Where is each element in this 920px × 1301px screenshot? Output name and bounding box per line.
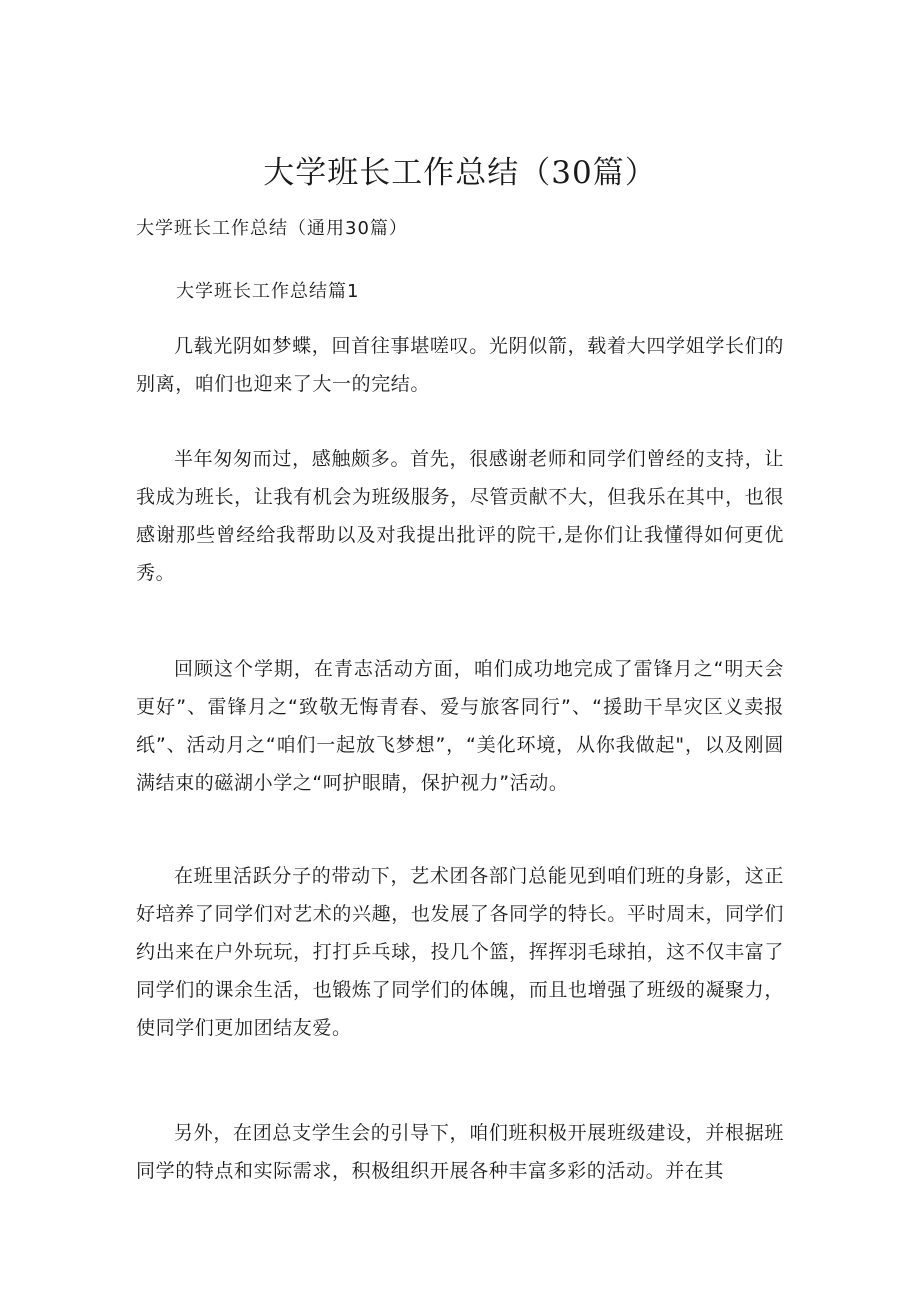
section-heading: 大学班长工作总结篇1 [176,281,360,302]
document-subtitle: 大学班长工作总结（通用30篇） [136,218,408,239]
paragraph: 几载光阴如梦蝶，回首往事堪嗟叹。光阴似箭，载着大四学姐学长们的别离，咱们也迎来了大一的完结。 [136,335,784,395]
paragraph: 在班里活跃分子的带动下，艺术团各部门总能见到咱们班的身影，这正好培养了同学们对艺术的兴趣，也发展了各同学的特长。平时周末，同学们约出来在户外玩玩，打打乒乓球，投几个篮，挥挥羽毛球拍，这不仅丰富了同学们的课余生活，也锻炼了同学们的体魄，而且也增强了班级的凝聚力，使同学们更加团结友爱。 [136,865,784,1039]
paragraph: 另外，在团总支学生会的引导下，咱们班积极开展班级建设，并根据班同学的特点和实际需求，积极组织开展各种丰富多彩的活动。并在其 [136,1122,784,1182]
document-title: 大学班长工作总结（30篇） [263,155,657,191]
paragraph: 回顾这个学期，在青志活动方面，咱们成功地完成了雷锋月之“明天会更好”、雷锋月之“致敬无悔青春、爱与旅客同行”、“援助干旱灾区义卖报纸”、活动月之“咱们一起放飞梦想”，“美化环境，从你我做起"，以及刚圆满结束的磁湖小学之“呵护眼睛，保护视力”活动。 [136,658,784,794]
paragraph: 半年匆匆而过，感触颇多。首先，很感谢老师和同学们曾经的支持，让我成为班长，让我有机会为班级服务，尽管贡献不大，但我乐在其中，也很感谢那些曾经给我帮助以及对我提出批评的院干,是你们让我懂得如何更优秀。 [136,448,784,584]
